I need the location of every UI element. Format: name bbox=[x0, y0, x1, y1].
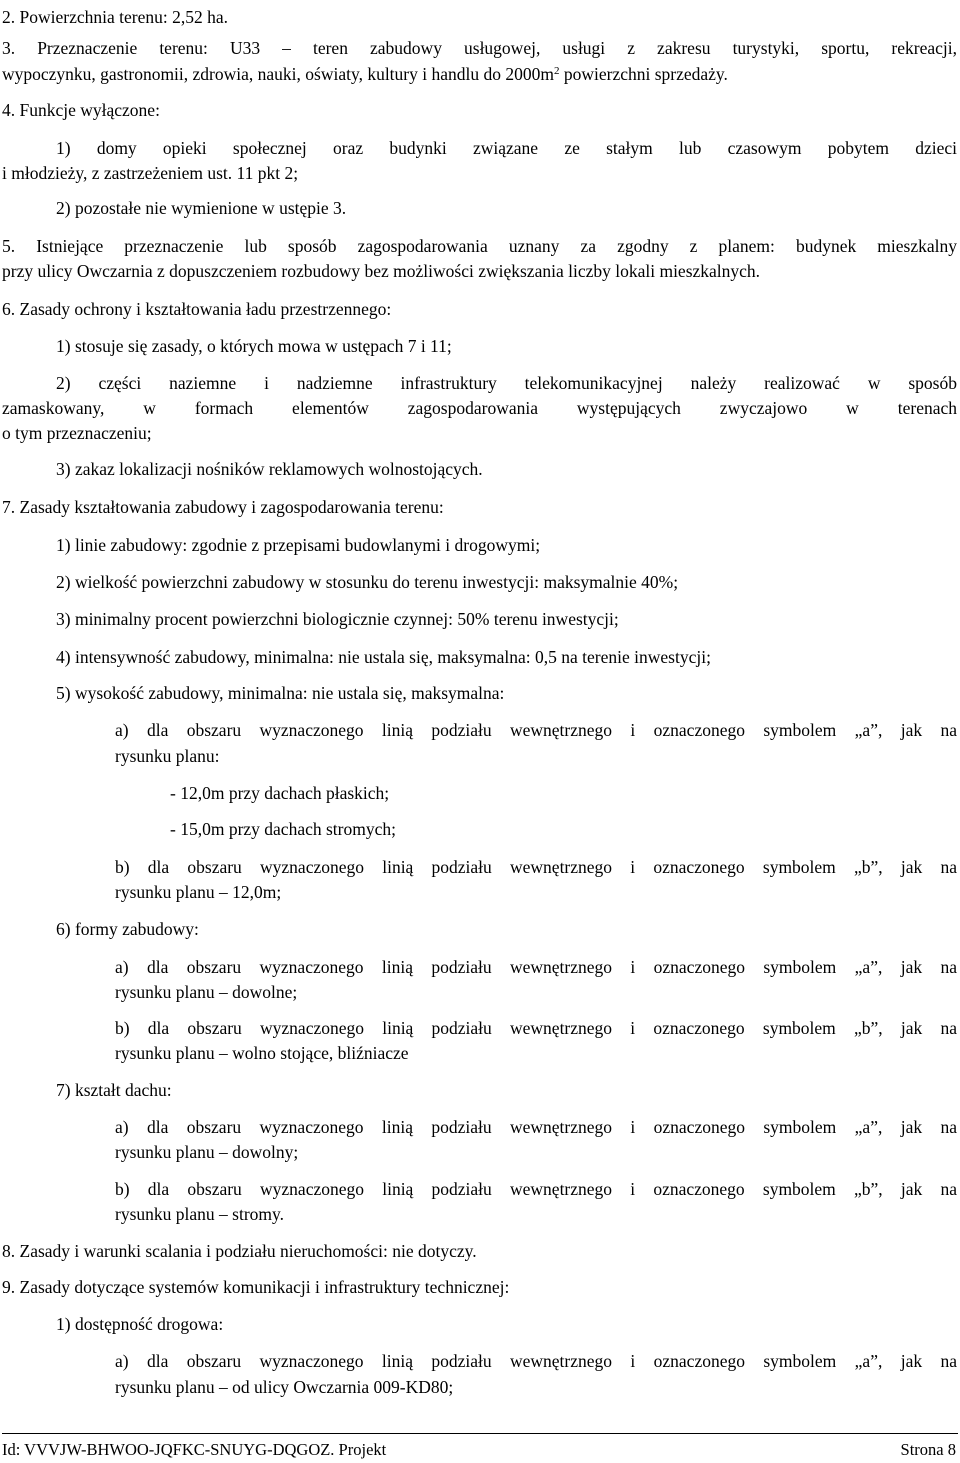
item-9-1-a-line-1: a) dla obszaru wyznaczonego linią podziału wewnętrznego i oznaczonego symbolem „a”, jak na bbox=[115, 1351, 957, 1371]
item-7-6: 6) formy zabudowy: bbox=[56, 919, 199, 939]
item-7-6-a-line-1: a) dla obszaru wyznaczonego linią podziału wewnętrznego i oznaczonego symbolem „a”, jak na bbox=[115, 957, 957, 977]
item-7-3: 3) minimalny procent powierzchni biologicznie czynnej: 50% terenu inwestycji; bbox=[56, 609, 619, 629]
item-6-heading: 6. Zasady ochrony i kształtowania ładu przestrzennego: bbox=[2, 299, 392, 319]
item-7-5-b-line-1: b) dla obszaru wyznaczonego linią podziału wewnętrznego i oznaczonego symbolem „b”, jak na bbox=[115, 857, 957, 877]
item-6-3: 3) zakaz lokalizacji nośników reklamowych wolnostojących. bbox=[56, 459, 483, 479]
item-3-line-1: 3. Przeznaczenie terenu: U33 – teren zabudowy usługowej, usługi z zakresu turystyki, sportu, rekreacji, bbox=[2, 38, 957, 58]
item-7-5-a-line-2: rysunku planu: bbox=[115, 746, 220, 766]
item-8: 8. Zasady i warunki scalania i podziału nieruchomości: nie dotyczy. bbox=[2, 1241, 477, 1261]
item-3-line-2: wypoczynku, gastronomii, zdrowia, nauki, oświaty, kultury i handlu do $2000m^2$ powierzchni sprzedaży. bbox=[2, 64, 728, 84]
item-6-2-line-1: 2) części naziemne i nadziemne infrastruktury telekomunikacyjnej należy realizować w sposób bbox=[56, 373, 957, 393]
item-7-2: 2) wielkość powierzchni zabudowy w stosunku do terenu inwestycji: maksymalnie 40%; bbox=[56, 572, 679, 592]
item-7-7: 7) kształt dachu: bbox=[56, 1080, 172, 1100]
item-6-2-line-3: o tym przeznaczeniu; bbox=[2, 423, 152, 443]
item-7-6-b-line-1: b) dla obszaru wyznaczonego linią podziału wewnętrznego i oznaczonego symbolem „b”, jak na bbox=[115, 1018, 957, 1038]
item-5-line-1: 5. Istniejące przeznaczenie lub sposób zagospodarowania uznany za zgodny z planem: budynek mieszkalny bbox=[2, 236, 957, 256]
item-9-1-a-line-2: rysunku planu – od ulicy Owczarnia 009-KD80; bbox=[115, 1377, 454, 1397]
item-7-5: 5) wysokość zabudowy, minimalna: nie ustala się, maksymalna: bbox=[56, 683, 505, 703]
item-7-7-b-line-2: rysunku planu – stromy. bbox=[115, 1204, 284, 1224]
item-4-heading: 4. Funkcje wyłączone: bbox=[2, 100, 160, 120]
item-6-1: 1) stosuje się zasady, o których mowa w ustępach 7 i 11; bbox=[56, 336, 452, 356]
item-7-7-a-line-2: rysunku planu – dowolny; bbox=[115, 1142, 299, 1162]
item-7-7-b-line-1: b) dla obszaru wyznaczonego linią podziału wewnętrznego i oznaczonego symbolem „b”, jak na bbox=[115, 1179, 957, 1199]
item-7-heading: 7. Zasady kształtowania zabudowy i zagospodarowania terenu: bbox=[2, 497, 444, 517]
item-2: 2. Powierzchnia terenu: 2,52 ha. bbox=[2, 7, 228, 27]
item-4-2: 2) pozostałe nie wymienione w ustępie 3. bbox=[56, 198, 347, 218]
item-7-6-b-line-2: rysunku planu – wolno stojące, bliźniacze bbox=[115, 1043, 409, 1063]
item-7-5-a-dash-2: - 15,0m przy dachach stromych; bbox=[170, 819, 396, 839]
item-7-1: 1) linie zabudowy: zgodnie z przepisami budowlanymi i drogowymi; bbox=[56, 535, 541, 555]
item-7-4: 4) intensywność zabudowy, minimalna: nie ustala się, maksymalna: 0,5 na terenie inwestycji; bbox=[56, 647, 711, 667]
footer-page-number: Strona 8 bbox=[900, 1440, 956, 1459]
item-4-1-line-1: 1) domy opieki społecznej oraz budynki związane ze stałym lub czasowym pobytem dzieci bbox=[56, 138, 957, 158]
footer-document-id: Id: VVVJW-BHWOO-JQFKC-SNUYG-DQGOZ. Projekt bbox=[2, 1440, 387, 1459]
item-5-line-2: przy ulicy Owczarnia z dopuszczeniem rozbudowy bez możliwości zwiększania liczby lokali mieszkalnych. bbox=[2, 261, 761, 281]
item-7-5-a-line-1: a) dla obszaru wyznaczonego linią podziału wewnętrznego i oznaczonego symbolem „a”, jak na bbox=[115, 720, 957, 740]
footer-divider bbox=[2, 1433, 958, 1434]
item-6-2-line-2: zamaskowany, w formach elementów zagospodarowania występujących zwyczajowo w terenach bbox=[2, 398, 957, 418]
item-9-heading: 9. Zasady dotyczące systemów komunikacji i infrastruktury technicznej: bbox=[2, 1277, 510, 1297]
item-7-5-b-line-2: rysunku planu – 12,0m; bbox=[115, 882, 282, 902]
item-4-1-line-2: i młodzieży, z zastrzeżeniem ust. 11 pkt 2; bbox=[2, 163, 299, 183]
item-9-1: 1) dostępność drogowa: bbox=[56, 1314, 224, 1334]
item-7-5-a-dash-1: - 12,0m przy dachach płaskich; bbox=[170, 783, 390, 803]
item-7-7-a-line-1: a) dla obszaru wyznaczonego linią podziału wewnętrznego i oznaczonego symbolem „a”, jak na bbox=[115, 1117, 957, 1137]
item-7-6-a-line-2: rysunku planu – dowolne; bbox=[115, 982, 298, 1002]
